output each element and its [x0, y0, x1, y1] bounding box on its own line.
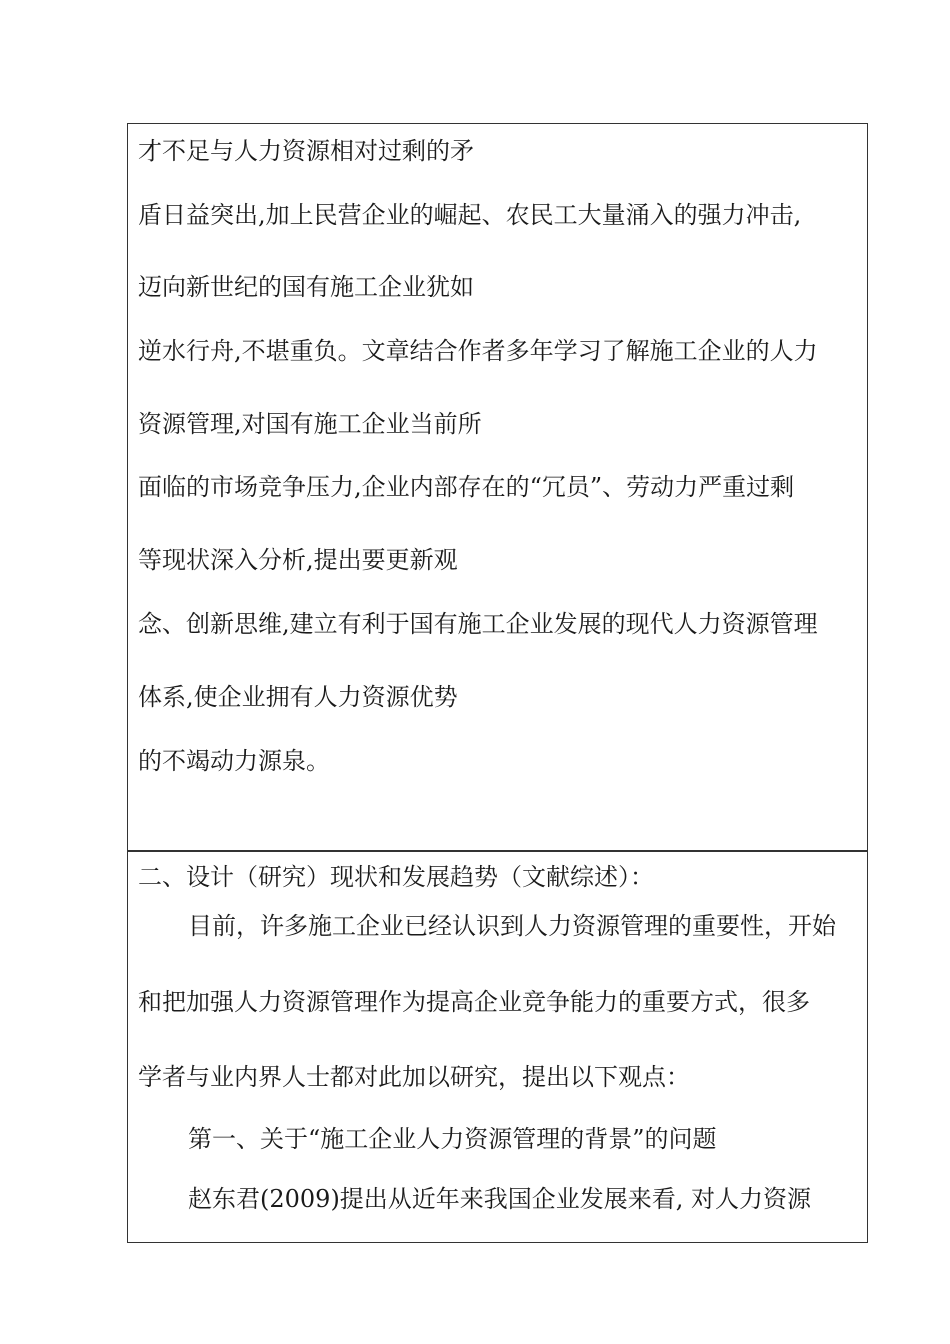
- text-line: 目前，许多施工企业已经认识到人力资源管理的重要性，开始: [188, 912, 836, 940]
- text-line: 逆水行舟,不堪重负。文章结合作者多年学习了解施工企业的人力: [138, 337, 818, 365]
- text-line: 念、创新思维,建立有利于国有施工企业发展的现代人力资源管理: [138, 610, 818, 638]
- text-line: 体系,使企业拥有人力资源优势: [138, 683, 458, 711]
- text-line: 第一、关于“施工企业人力资源管理的背景”的问题: [188, 1125, 717, 1153]
- text-line: 面临的市场竞争压力,企业内部存在的“冗员”、劳动力严重过剩: [138, 473, 795, 501]
- literature-review-section-box: [127, 850, 868, 1243]
- abstract-section-box: [127, 123, 868, 852]
- text-line: 盾日益突出,加上民营企业的崛起、农民工大量涌入的强力冲击,: [138, 201, 802, 229]
- section-heading: 二、设计（研究）现状和发展趋势（文献综述）：: [138, 863, 654, 891]
- text-line: 学者与业内界人士都对此加以研究，提出以下观点：: [138, 1063, 690, 1091]
- text-line: 迈向新世纪的国有施工企业犹如: [138, 273, 474, 301]
- text-line: 资源管理,对国有施工企业当前所: [138, 410, 482, 438]
- text-line: 的不竭动力源泉。: [138, 747, 330, 775]
- text-line: 等现状深入分析,提出要更新观: [138, 546, 458, 574]
- text-line: 才不足与人力资源相对过剩的矛: [138, 137, 474, 165]
- text-line: 赵东君(2009)提出从近年来我国企业发展来看, 对人力资源: [188, 1185, 812, 1213]
- text-line: 和把加强人力资源管理作为提高企业竞争能力的重要方式，很多: [138, 988, 810, 1016]
